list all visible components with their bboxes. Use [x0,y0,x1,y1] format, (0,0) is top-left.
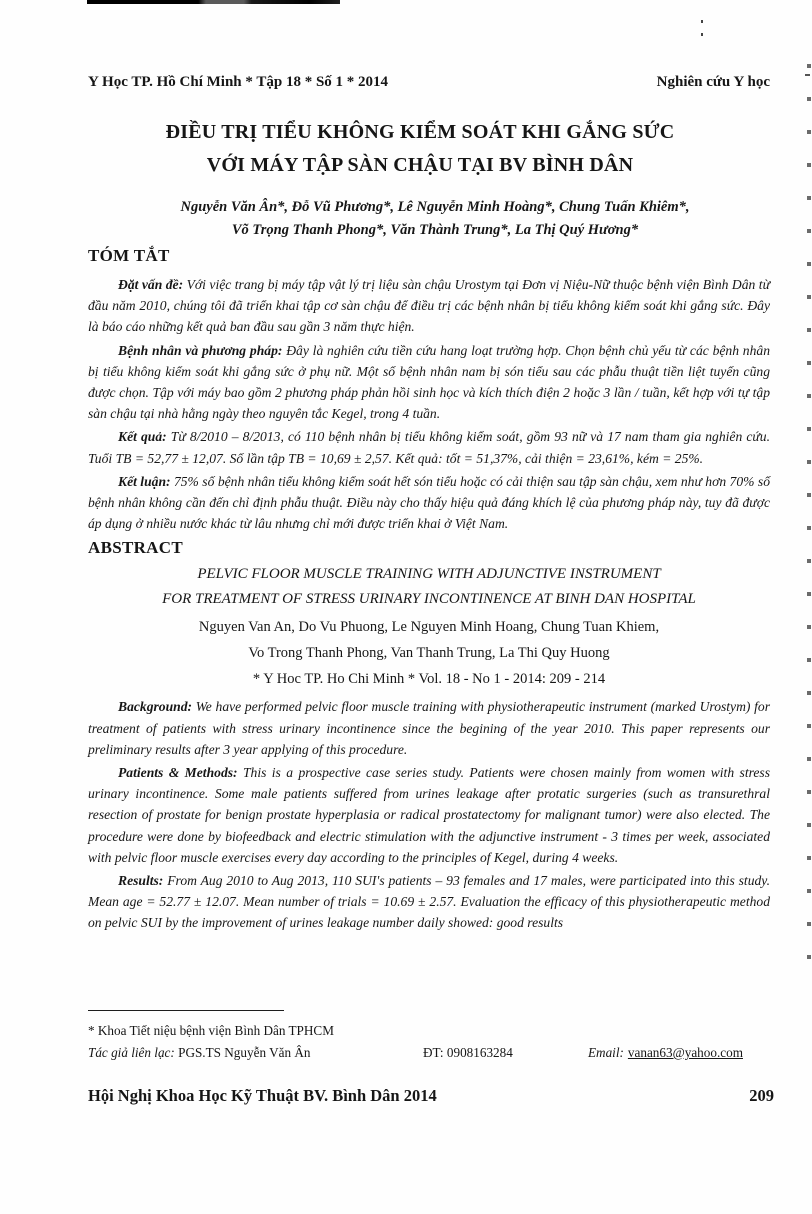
contact-label: Tác giả liên lạc: [88,1045,175,1060]
article-title-line2: VỚI MÁY TẬP SÀN CHẬU TẠI BV BÌNH DÂN [206,154,634,176]
paragraph-text: 75% số bệnh nhân tiểu không kiểm soát hết són tiểu hoặc có cải thiện sau tập sàn chậu, xem như hơn 70% số bệnh nhân không cần đến chỉ định phẫu thuật. Điều này cho thấy hiệu quả đáng khích lệ của phương pháp này, tuy đã được áp dụng ở nhiều nước khác từ lâu nhưng chỉ mới được triển khai ở Việt Nam. [88,473,770,532]
abstract-heading: ABSTRACT [88,538,183,558]
scan-artifact-edge-text [807,64,811,964]
abstract-paragraph-results [88,870,770,934]
conference-name: Hội Nghị Khoa Học Kỹ Thuật BV. Bình Dân 2014 [88,1086,437,1105]
paragraph-lead: Background: [118,699,193,715]
page-footer [88,1086,774,1106]
author-list-line2: Võ Trọng Thanh Phong*, Văn Thành Trung*, La Thị Quý Hương* [231,222,639,238]
journal-name: Y Học TP. Hồ Chí Minh * Tập 18 * Số 1 * 2014 [88,74,389,90]
footnote-divider [88,1010,284,1011]
paragraph-lead: Đặt vấn đề: [118,277,184,292]
paragraph-lead: Patients & Methods: [118,765,238,781]
tomtat-paragraph-dat-van-de [88,274,770,338]
tomtat-heading: TÓM TẮT [88,246,170,265]
abstract-author-list [88,614,770,666]
contact-name: PGS.TS Nguyễn Văn Ân [174,1045,311,1060]
footnote-block [88,1010,770,1061]
abstract-paragraph-background [88,696,770,760]
contact-phone: ĐT: 0908163284 [423,1045,513,1060]
section-name: Nghiên cứu Y học [656,74,770,90]
paragraph-lead: Results: [118,873,164,889]
paragraph-lead: Kết luận: [118,473,171,489]
abstract-authors-line1: Nguyen Van An, Do Vu Phuong, Le Nguyen Minh Hoang, Chung Tuan Khiem, [198,619,660,636]
paragraph-text: We have performed pelvic floor muscle training with physiotherapeutic instrument (marked Urostym) for treatment of patients with stress urinary incontinence since the begining of the year 2010. This paper represents our preliminary results after 3 year applying of this procedure. [88,699,770,757]
abstract-title [88,562,770,612]
tomtat-paragraph-ket-luan [88,471,770,535]
abstract-title-line1: PELVIC FLOOR MUSCLE TRAINING WITH ADJUNCTIVE INSTRUMENT [197,566,661,583]
paragraph-lead: Bệnh nhân và phương pháp: [118,342,283,358]
scan-artifact-top-bar [87,0,340,4]
abstract-paragraph-methods [88,762,770,868]
tomtat-paragraph-benh-nhan [88,340,770,425]
article-title-line1: ĐIỀU TRỊ TIỂU KHÔNG KIỂM SOÁT KHI GẮNG SỨC [165,121,675,143]
paragraph-lead: Kết quả: [118,429,167,445]
page-header [88,74,770,91]
abstract-title-line2: FOR TREATMENT OF STRESS URINARY INCONTINENCE AT BINH DAN HOSPITAL [162,591,696,608]
paragraph-text: Đây là nghiên cứu tiền cứu hang loạt trường hợp. Chọn bệnh chủ yếu từ các bệnh nhân bị tiểu không kiểm soát khi gắng sức ở phụ nữ. Một số bệnh nhân nam bị són tiểu sau các phẫu thuật tiền liệt tuyến cũng được chọn. Tập với máy bao gồm 2 phương pháp phản hồi sinh học và kích thích điện 2 hoặc 3 lần / tuần, kết hợp với tự tập sàn chậu tại nhà hằng ngày theo nguyên tắc Kegel, trong 4 tuần. [88,342,770,422]
corresponding-author [88,1045,423,1061]
author-list-line1: Nguyễn Văn Ân*, Đỗ Vũ Phương*, Lê Nguyễn Minh Hoàng*, Chung Tuấn Khiêm*, [180,199,690,215]
article-body [88,246,770,936]
tomtat-paragraph-ket-qua [88,426,770,468]
author-list [88,196,782,242]
contact-email-wrap [588,1045,743,1061]
footnote-contact-row [88,1045,770,1061]
article-title [70,116,770,182]
paragraph-text: Từ 8/2010 – 8/2013, có 110 bệnh nhân bị tiểu không kiểm soát, gồm 93 nữ và 17 nam tham gia nghiên cứu. Tuổi TB = 52,77 ± 12,07. Số lần tập TB = 10,69 ± 2,57. Kết quả: tốt = 51,37%, cải thiện = 23,61%, kém = 25%. [88,429,771,466]
abstract-citation: * Y Hoc TP. Ho Chi Minh * Vol. 18 - No 1 - 2014: 209 - 214 [252,671,606,688]
scan-artifact-speck [701,20,703,36]
email-link[interactable]: vanan63@yahoo.com [627,1045,743,1060]
abstract-authors-line2: Vo Trong Thanh Phong, Van Thanh Trung, La Thi Quy Huong [248,645,610,662]
page-number: 209 [749,1086,774,1105]
footnote-affiliation: * Khoa Tiết niệu bệnh viện Bình Dân TPHCM [88,1023,334,1038]
paragraph-text: Với việc trang bị máy tập vật lý trị liệu sàn chậu Urostym tại Đơn vị Niệu-Nữ thuộc bệnh viện Bình Dân từ đầu năm 2010, chúng tôi đã triển khai tập cơ sàn chậu để điều trị các bệnh nhân bị tiểu không kiểm soát khi gắng sức. Đây là báo cáo những kết quả ban đầu sau gần 3 năm thực hiện. [88,277,770,335]
email-label: Email: [588,1045,624,1060]
paragraph-text: This is a prospective case series study. Patients were chosen mainly from women with stress urinary incontinence. Some male patients suffered from urines leakage after protatic surgeries (such as transurethral resection of prostate for benign prostate hyperplasia or radical prostatectomy for malignant tumor) were also elected. The procedure were done by biofeedback and electric stimulation with the adjunctive instrument - 3 times per week, associated with pelvic floor muscle exercises every day according to the principles of Kegel, during 4 weeks. [88,765,770,865]
paragraph-text: From Aug 2010 to Aug 2013, 110 SUI's patients – 93 females and 17 males, were participated into this study. Mean age = 52.77 ± 12.07. Mean number of trials = 10.69 ± 2.57. Evaluation the efficacy of this physiotherapeutic method on pelvic SUI by the improvement of urines leakage number daily showed: good results [88,873,770,931]
